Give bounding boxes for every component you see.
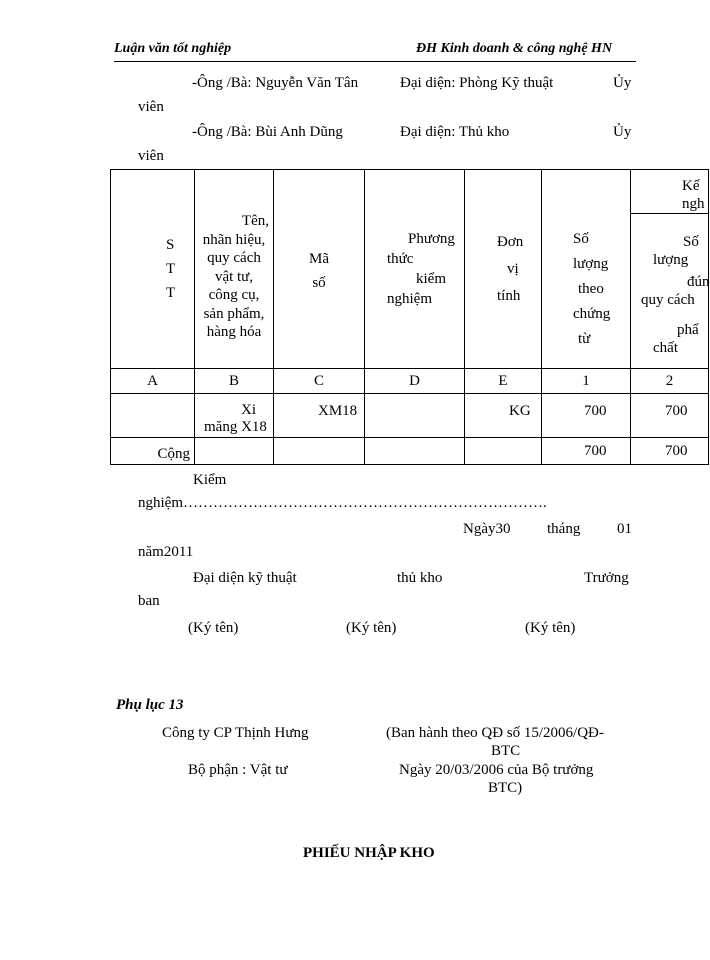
signer-storekeeper: thủ kho — [397, 570, 443, 586]
date-month: 01 — [617, 521, 632, 537]
total-label: Cộng — [111, 438, 195, 465]
member-1-name: -Ông /Bà: Nguyễn Văn Tân — [192, 75, 359, 91]
appendix-title: Phụ lục 13 — [116, 697, 184, 713]
header-unit: Đơn vị tính — [465, 170, 542, 369]
table-header-row — [111, 170, 709, 369]
member-2-role-cont: viên — [138, 148, 164, 164]
row-code: XM18 — [274, 394, 365, 438]
member-2-name: -Ông /Bà: Bùi Anh Dũng — [192, 124, 343, 140]
member-2-rep: Đại diện: Thủ kho — [400, 124, 510, 140]
header-stt: S T T — [111, 170, 195, 369]
member-1-rep: Đại diện: Phòng Kỹ thuật — [400, 75, 554, 91]
table-total-row — [111, 438, 709, 465]
member-1-role-cont: viên — [138, 99, 164, 115]
date-day: Ngày30 — [463, 521, 511, 537]
table-letter-row — [111, 369, 709, 394]
conclusion-line: nghiệm………………………………………………………………. — [138, 495, 547, 511]
sign-note-1: (Ký tên) — [188, 620, 239, 636]
total-qty-ok: 700 — [631, 438, 709, 465]
date-month-label: tháng — [547, 521, 581, 537]
header-result: Kế ngh Số lượng đún quy cách phẩ chất — [631, 170, 709, 369]
member-1-role: Ủy — [613, 75, 632, 91]
header-left: Luận văn tốt nghiệp — [114, 41, 232, 56]
department: Bộ phận : Vật tư — [188, 762, 288, 778]
date-year: năm2011 — [138, 544, 194, 560]
letter-e: E — [465, 369, 542, 394]
header-qty-doc: Số lượng theo chứng từ — [542, 170, 631, 369]
company-name: Công ty CP Thịnh Hưng — [162, 725, 309, 741]
decree-line-1: (Ban hành theo QĐ số 15/2006/QĐ- — [386, 725, 604, 741]
header-method: Phương thức kiểm nghiệm — [365, 170, 465, 369]
signer-head: Trưởng — [584, 570, 629, 586]
conclusion-label: Kiểm — [193, 472, 227, 488]
decree-date-line-2: BTC) — [488, 780, 523, 796]
row-unit: KG — [465, 394, 542, 438]
signer-head-cont: ban — [138, 593, 160, 609]
row-qty-doc: 700 — [542, 394, 631, 438]
decree-date-line-1: Ngày 20/03/2006 của Bộ trưởng — [399, 762, 594, 778]
row-stt — [111, 394, 195, 438]
row-item-name: Xi măng X18 — [195, 394, 274, 438]
header-item-name: Tên, nhãn hiệu, quy cách vật tư, công cụ, sản phẩm, hàng hóa — [195, 170, 274, 369]
row-method — [365, 394, 465, 438]
header-right: ĐH Kinh doanh & công nghệ HN — [416, 41, 613, 56]
letter-1: 1 — [542, 369, 631, 394]
signer-technical: Đại diện kỹ thuật — [193, 570, 297, 586]
letter-c: C — [274, 369, 365, 394]
inspection-table — [110, 169, 709, 465]
letter-a: A — [111, 369, 195, 394]
form-title: PHIẾU NHẬP KHO — [303, 845, 435, 861]
letter-d: D — [365, 369, 465, 394]
row-qty-ok: 700 — [631, 394, 709, 438]
header-code: Mã số — [274, 170, 365, 369]
decree-line-2: BTC — [491, 743, 521, 759]
sign-note-2: (Ký tên) — [346, 620, 397, 636]
letter-2: 2 — [631, 369, 709, 394]
sign-note-3: (Ký tên) — [525, 620, 576, 636]
letter-b: B — [195, 369, 274, 394]
total-qty-doc: 700 — [542, 438, 631, 465]
table-row — [111, 394, 709, 438]
member-2-role: Ủy — [613, 124, 632, 140]
header-rule — [114, 61, 636, 62]
